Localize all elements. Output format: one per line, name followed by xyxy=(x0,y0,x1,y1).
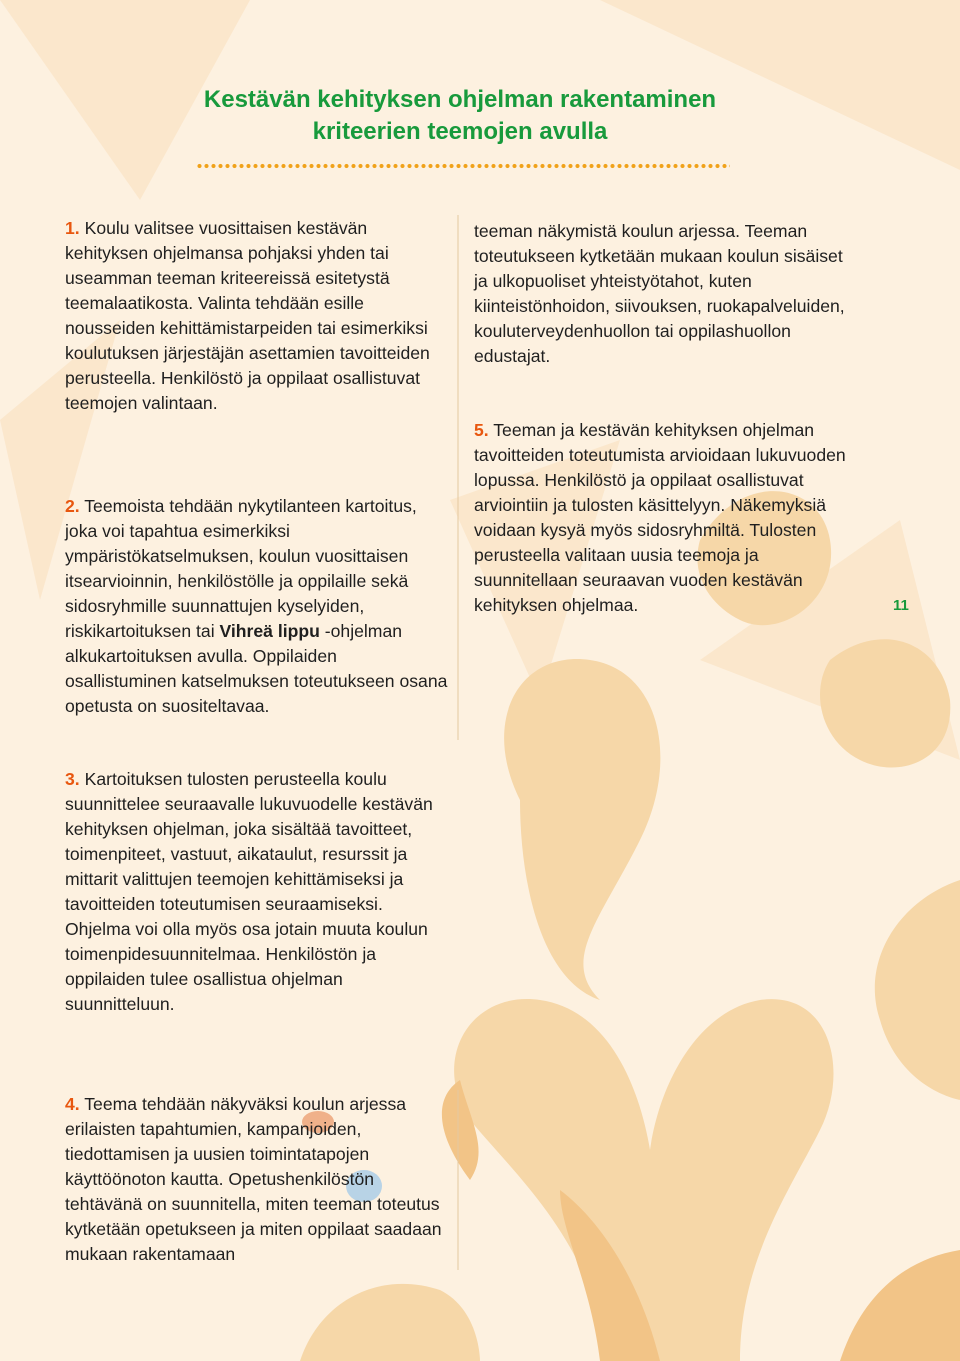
step-4-text: Teema tehdään näkyväksi koulun arjessa erilaisten tapahtumien, kampanjoiden, tiedottamisen ja uusien toimintatapojen käyttöönoton kautta. Opetushenkilöstön tehtävänä on suunnitella, miten teeman toteutus kytketään opetukseen ja miten oppilaat saadaan mukaan rakentamaan xyxy=(65,1094,442,1264)
step-1-paragraph xyxy=(65,216,450,416)
page-title xyxy=(0,84,920,148)
dotted-divider xyxy=(196,163,730,169)
title-line-2: kriteerien teemojen avulla xyxy=(312,118,608,145)
step-4-continuation xyxy=(474,219,859,369)
step-4-continued-text: teeman näkymistä koulun arjessa. Teeman toteutukseen kytketään mukaan koulun sisäiset ja ulkopuoliset yhteistyötahot, kuten kiinteistönhoidon, siivouksen, ruokapalveluiden, kouluterveydenhuollon tai oppilashuollon edustajat. xyxy=(474,221,845,366)
step-2-text: Teemoista tehdään nykytilanteen kartoitus, joka voi tapahtua esimerkiksi ympäristökatselmuksen, koulun vuosittaisen itsearvioinnin, henkilöstölle ja oppilaille sekä sidosryhmille suunnattujen kyselyiden, riskikartoituksen tai xyxy=(65,496,417,641)
step-3-number: 3. xyxy=(65,769,80,789)
step-4-paragraph xyxy=(65,1092,450,1267)
step-4-number: 4. xyxy=(65,1094,80,1114)
step-5-paragraph xyxy=(474,418,859,618)
step-2-text-continued: -ohjelman alkukartoituksen avulla. Oppilaiden osallistuminen katselmuksen toteutukseen osana opetusta on suositeltavaa. xyxy=(65,621,448,716)
step-3-paragraph xyxy=(65,767,450,1017)
step-5-number: 5. xyxy=(474,420,489,440)
vihrea-lippu-term: Vihreä lippu xyxy=(219,621,320,641)
step-5-text: Teeman ja kestävän kehityksen ohjelman tavoitteiden toteutumista arvioidaan lukuvuoden lopussa. Henkilöstö ja oppilaat osallistuvat arviointiin ja tulosten käsittelyyn. Näkemyksiä voidaan kysyä myös sidosryhmiltä. Tulosten perusteella valitaan uusia teemoja ja suunnitellaan seuraavan vuoden kestävän kehityksen ohjelmaa. xyxy=(474,420,846,615)
page-number: 11 xyxy=(893,597,909,614)
step-1-text: Koulu valitsee vuosittaisen kestävän kehityksen ohjelmansa pohjaksi yhden tai useamman teeman kriteereissä esitetystä teemalaatikosta. Valinta tehdään esille nousseiden kehittämistarpeiden tai esimerkiksi koulutuksen järjestäjän asettamien tavoitteiden perusteella. Henkilöstö ja oppilaat osallistuvat teemojen valintaan. xyxy=(65,218,430,413)
step-2-number: 2. xyxy=(65,496,80,516)
title-line-1: Kestävän kehityksen ohjelman rakentaminen xyxy=(203,86,717,113)
step-3-text: Kartoituksen tulosten perusteella koulu suunnittelee seuraavalle lukuvuodelle kestävän kehityksen ohjelman, joka sisältää tavoitteet, toimenpiteet, vastuut, aikataulut, resurssit ja mittarit valittujen teemojen kehittämiseksi ja tavoitteiden toteutumisen seuraamiseksi. Ohjelma voi olla myös osa jotain muuta koulun toimenpidesuunnitelmaa. Henkilöstön ja oppilaiden tulee osallistua ohjelman suunnitteluun. xyxy=(65,769,433,1014)
step-1-number: 1. xyxy=(65,218,80,238)
step-2-paragraph xyxy=(65,494,450,719)
